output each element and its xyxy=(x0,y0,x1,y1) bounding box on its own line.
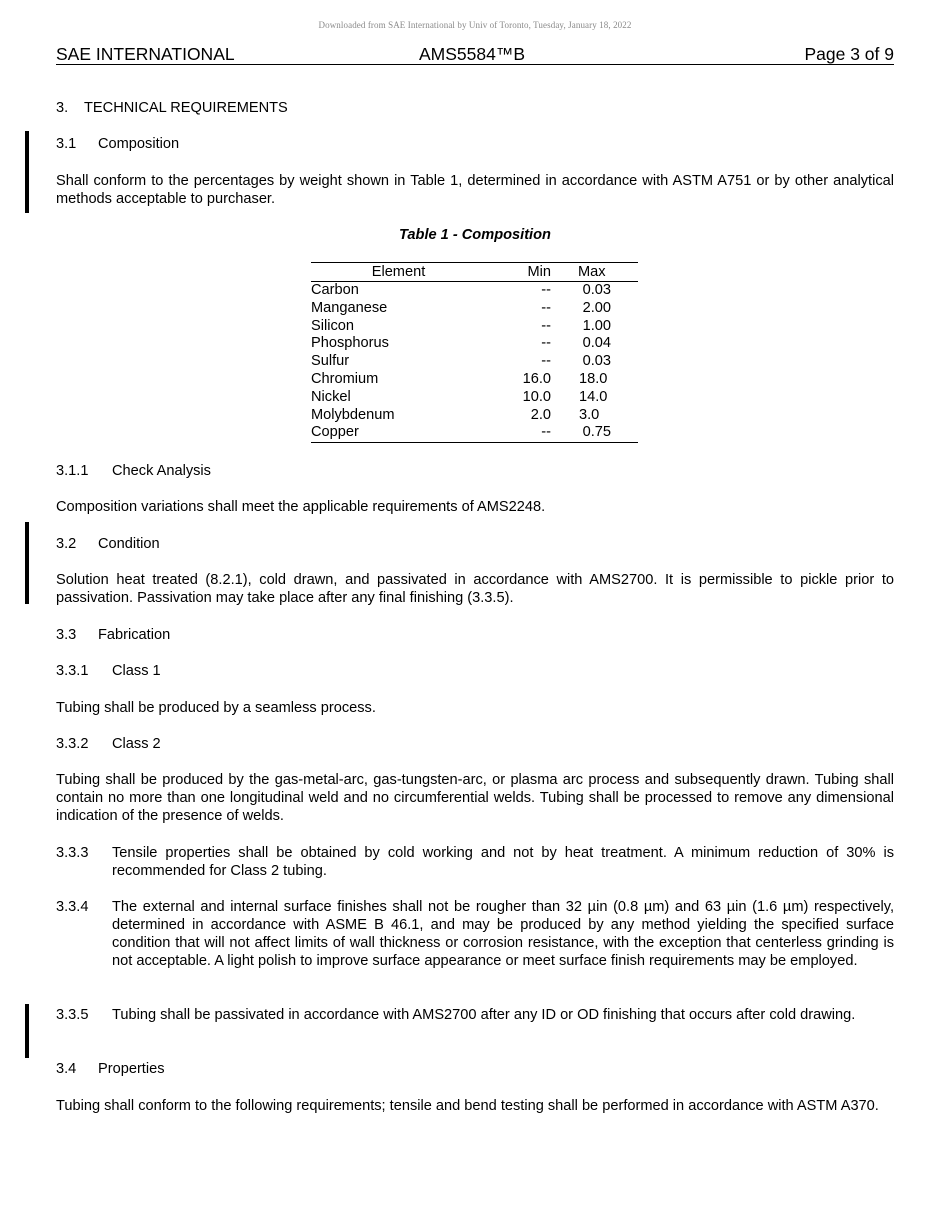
section-3-1-heading: 3.1 Composition xyxy=(56,136,180,152)
section-3-1-1-heading: 3.1.1 Check Analysis xyxy=(56,463,211,479)
section-3-3-4-number: 3.3.4 xyxy=(56,899,89,915)
change-bar-3-1 xyxy=(25,131,29,213)
table-row: Molybdenum 2.0 3.0 xyxy=(311,406,600,423)
section-3-3-3-text: Tensile properties shall be obtained by cold working and not by heat treatment. A minimum reduction of 30% is recommended for Class 2 tubing. xyxy=(112,845,894,879)
change-bar-3-3-5 xyxy=(25,1004,29,1058)
section-3-3-1-heading: 3.3.1 Class 1 xyxy=(56,663,161,679)
page-header xyxy=(56,44,894,65)
table-row: Chromium 16.0 18.0 xyxy=(311,370,608,387)
section-3-3-4-text: The external and internal surface finishes shall not be rougher than 32 µin (0.8 µm) and 63 µin (1.6 µm) respectively, determined in accordance with ASME B 46.1, and may be produced by any method yielding the specified surface condition that will not affect limits of wall thickness or corrosion resistance, with the exception that centerless grinding is not acceptable. A light polish to improve surface appearance or meet surface finish requirements may be employed. xyxy=(112,899,894,969)
download-watermark: Downloaded from SAE International by Univ of Toronto, Tuesday, January 18, 2022 xyxy=(318,20,632,30)
table-row: Sulfur -- 0.03 xyxy=(311,353,611,370)
section-3-2-heading: 3.2 Condition xyxy=(56,536,160,552)
section-3-3-heading: 3.3 Fabrication xyxy=(56,627,171,643)
table-1-caption: Table 1 - Composition xyxy=(399,227,551,243)
section-3-1-text: Shall conform to the percentages by weight shown in Table 1, determined in accordance with ASTM A751 or by other analytical methods acceptable to purchaser. xyxy=(56,173,894,207)
section-3-3-3-number: 3.3.3 xyxy=(56,845,89,861)
table-row: Silicon -- 1.00 xyxy=(311,317,611,334)
header-doc-number: AMS5584™B xyxy=(419,44,526,64)
header-org: SAE INTERNATIONAL xyxy=(56,44,235,64)
section-3-2-text: Solution heat treated (8.2.1), cold drawn, and passivated in accordance with AMS2700. It is permissible to pickle prior to passivation. Passivation may take place after any final finishing (3.3.5). xyxy=(56,572,894,606)
table-row: Carbon -- 0.03 xyxy=(311,282,611,298)
composition-table xyxy=(311,262,638,443)
section-3-3-4 xyxy=(56,898,894,970)
section-3-3-3 xyxy=(56,844,894,880)
header-page-number: Page 3 of 9 xyxy=(804,44,894,64)
col-header-element: Element xyxy=(311,263,486,282)
section-3-3-2-heading: 3.3.2 Class 2 xyxy=(56,736,161,752)
section-3-3-5 xyxy=(56,1006,894,1024)
table-row: Nickel 10.0 14.0 xyxy=(311,388,608,405)
table-row: Phosphorus -- 0.04 xyxy=(311,335,611,352)
section-3-3-2-text: Tubing shall be produced by the gas-metal-arc, gas-tungsten-arc, or plasma arc process and subsequently drawn. Tubing shall contain no more than one longitudinal weld and no circumferential welds. Tubing shall be processed to remove any dimensional indication of the presence of welds. xyxy=(56,772,894,824)
change-bar-3-2 xyxy=(25,522,29,604)
section-3-heading: 3. TECHNICAL REQUIREMENTS xyxy=(56,100,288,116)
section-3-4-heading: 3.4 Properties xyxy=(56,1061,165,1077)
table-row: Copper -- 0.75 xyxy=(311,424,611,441)
section-3-3-5-text: Tubing shall be passivated in accordance with AMS2700 after any ID or OD finishing that occurs after cold drawing. xyxy=(112,1007,856,1023)
section-3-4-text: Tubing shall conform to the following requirements; tensile and bend testing shall be performed in accordance with ASTM A370. xyxy=(56,1098,879,1114)
section-3-1-1-text: Composition variations shall meet the applicable requirements of AMS2248. xyxy=(56,499,546,515)
table-row: Manganese -- 2.00 xyxy=(311,299,611,316)
col-header-max: Max xyxy=(563,263,638,282)
col-header-min: Min xyxy=(486,263,563,282)
section-3-3-1-text: Tubing shall be produced by a seamless process. xyxy=(56,700,376,716)
section-3-3-5-number: 3.3.5 xyxy=(56,1007,89,1023)
